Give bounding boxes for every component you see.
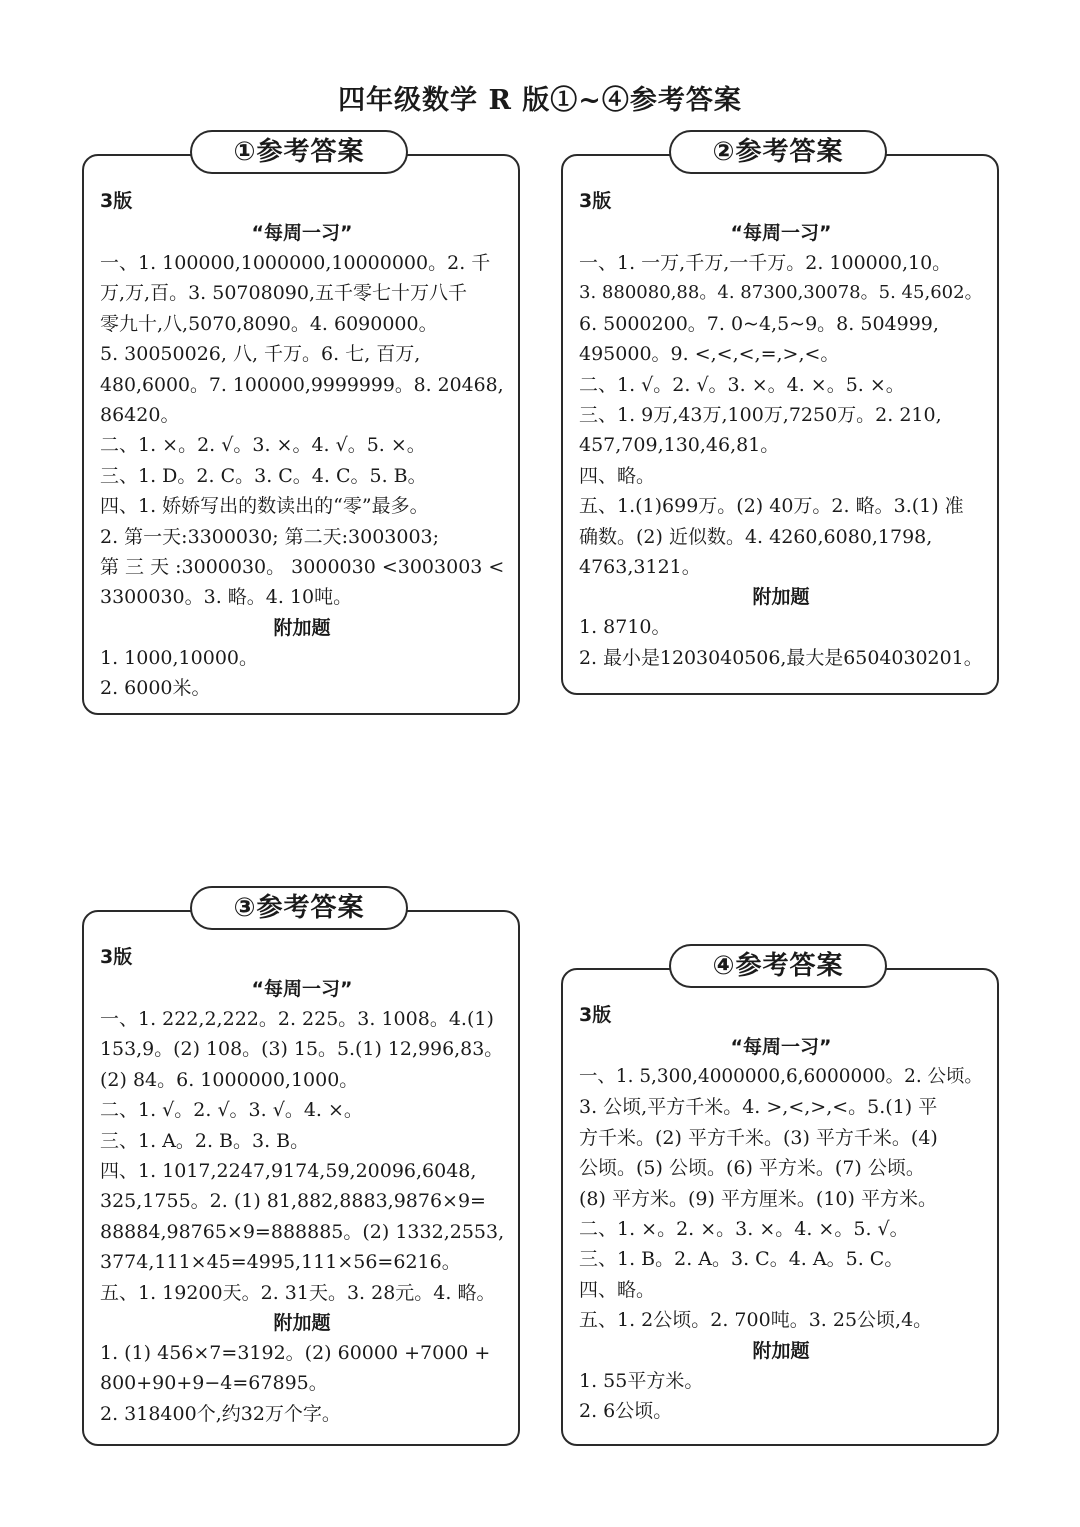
- page-title: 四年级数学 R 版①~④参考答案: [338, 85, 742, 116]
- card-4-extra-line: 2. 6公顷。: [579, 1400, 673, 1423]
- card-1-line: 零九十,八,5070,8090。4. 6090000。: [100, 312, 438, 335]
- card-1-line: 2. 第一天:3300030; 第二天:3003003;: [100, 525, 440, 548]
- card-1-section-weekly: “每周一习”: [251, 222, 353, 244]
- card-3-section-extra: 附加题: [273, 1312, 331, 1335]
- card-4-tab: ④参考答案: [669, 944, 887, 988]
- card-4-line: 一、1. 5,300,4000000,6,6000000。2. 公顷。: [579, 1066, 983, 1087]
- card-4-line: 二、1. ×。2. ×。3. ×。4. ×。5. √。: [579, 1218, 909, 1241]
- card-4-line: 方千米。(2) 平方千米。(3) 平方千米。(4): [579, 1126, 938, 1149]
- card-4-section-weekly: “每周一习”: [730, 1036, 832, 1058]
- answer-card-4: [561, 951, 999, 1446]
- card-3-section-weekly: “每周一习”: [251, 978, 353, 1000]
- card-2-section-extra: 附加题: [752, 586, 810, 609]
- card-1-line: 二、1. ×。2. √。3. ×。4. √。5. ×。: [100, 434, 426, 457]
- card-2-version: 3版: [579, 190, 612, 212]
- card-2-extra-line: 1. 8710。: [579, 616, 671, 639]
- card-2-line: 6. 5000200。7. 0~4,5~9。8. 504999,: [579, 312, 939, 335]
- card-2-line: 一、1. 一万,千万,一千万。2. 100000,10。: [579, 252, 952, 274]
- card-3-line: 3774,111×45=4995,111×56=6216。: [100, 1251, 461, 1274]
- card-2-line: 三、1. 9万,43万,100万,7250万。2. 210,: [579, 404, 942, 427]
- card-3-line: 三、1. A。2. B。3. B。: [100, 1129, 310, 1152]
- answer-card-1: [82, 137, 520, 715]
- card-3-extra-line: 1. (1) 456×7=3192。(2) 60000 +7000 +: [100, 1342, 491, 1365]
- card-3-extra-line: 800+90+9−4=67895。: [100, 1372, 328, 1395]
- card-1-line: 480,6000。7. 100000,9999999。8. 20468,: [100, 373, 504, 396]
- card-1-tab: ①参考答案: [190, 130, 408, 174]
- card-2-tab: ②参考答案: [669, 130, 887, 174]
- card-2-extra-line: 2. 最小是1203040506,最大是6504030201。: [579, 646, 983, 669]
- card-1-line: 5. 30050026, 八, 千万。6. 七, 百万,: [100, 343, 421, 366]
- card-1-section-extra: 附加题: [273, 616, 331, 639]
- card-4-line: 三、1. B。2. A。3. C。4. A。5. C。: [579, 1248, 904, 1271]
- card-4-section-extra: 附加题: [752, 1339, 810, 1362]
- card-2-section-weekly: “每周一习”: [730, 222, 832, 244]
- card-1-line: 三、1. D。2. C。3. C。4. C。5. B。: [100, 464, 427, 487]
- card-1-line: 第 三 天 :3000030。 3000030 <3003003 <: [100, 556, 505, 579]
- card-3-line: 88884,98765×9=888885。(2) 1332,2553,: [100, 1220, 505, 1243]
- card-4-line: 五、1. 2公顷。2. 700吨。3. 25公顷,4。: [579, 1309, 933, 1332]
- card-3-line: 五、1. 19200天。2. 31天。3. 28元。4. 略。: [100, 1281, 496, 1304]
- card-3-version: 3版: [100, 946, 133, 968]
- answer-card-2: [561, 137, 999, 695]
- card-4-line: (8) 平方米。(9) 平方厘米。(10) 平方米。: [579, 1187, 937, 1210]
- card-1-line: 一、1. 100000,1000000,10000000。2. 千: [100, 252, 491, 274]
- card-3-extra-line: 2. 318400个,约32万个字。: [100, 1402, 341, 1425]
- card-4-line: 公顷。(5) 公顷。(6) 平方米。(7) 公顷。: [579, 1157, 925, 1180]
- card-1-extra-line: 2. 6000米。: [100, 677, 211, 700]
- card-1-version: 3版: [100, 190, 133, 212]
- card-2-line: 五、1.(1)699万。(2) 40万。2. 略。3.(1) 准: [579, 495, 964, 518]
- card-1-line: 86420。: [100, 404, 180, 427]
- card-4-version: 3版: [579, 1004, 612, 1026]
- card-4-line: 四、略。: [579, 1278, 656, 1301]
- card-1-line: 3300030。3. 略。4. 10吨。: [100, 586, 353, 609]
- card-2-line: 495000。9. <,<,<,=,>,<。: [579, 343, 840, 366]
- card-1-extra-line: 1. 1000,10000。: [100, 646, 259, 669]
- card-4-extra-line: 1. 55平方米。: [579, 1369, 704, 1392]
- card-3-line: 二、1. √。2. √。3. √。4. ×。: [100, 1099, 363, 1122]
- card-3-line: 153,9。(2) 108。(3) 15。5.(1) 12,996,83。: [100, 1038, 504, 1061]
- card-3-line: 四、1. 1017,2247,9174,59,20096,6048,: [100, 1160, 477, 1183]
- card-3-line: (2) 84。6. 1000000,1000。: [100, 1068, 359, 1091]
- card-2-line: 二、1. √。2. √。3. ×。4. ×。5. ×。: [579, 373, 905, 396]
- card-3-line: 一、1. 222,2,222。2. 225。3. 1008。4.(1): [100, 1008, 494, 1030]
- card-2-line: 四、略。: [579, 464, 656, 487]
- card-1-line: 万,万,百。3. 50708090,五千零七十万八千: [100, 282, 467, 305]
- card-3-line: 325,1755。2. (1) 81,882,8883,9876×9=: [100, 1190, 486, 1213]
- card-2-line: 3. 880080,88。4. 87300,30078。5. 45,602。: [579, 282, 983, 304]
- card-2-line: 4763,3121。: [579, 556, 701, 579]
- card-2-line: 确数。(2) 近似数。4. 4260,6080,1798,: [579, 525, 933, 548]
- card-4-line: 3. 公顷,平方千米。4. >,<,>,<。5.(1) 平: [579, 1096, 938, 1119]
- card-1-line: 四、1. 娇娇写出的数读出的“零”最多。: [100, 495, 429, 518]
- card-2-line: 457,709,130,46,81。: [579, 434, 780, 457]
- answer-card-3: [82, 893, 520, 1446]
- card-3-tab: ③参考答案: [190, 886, 408, 930]
